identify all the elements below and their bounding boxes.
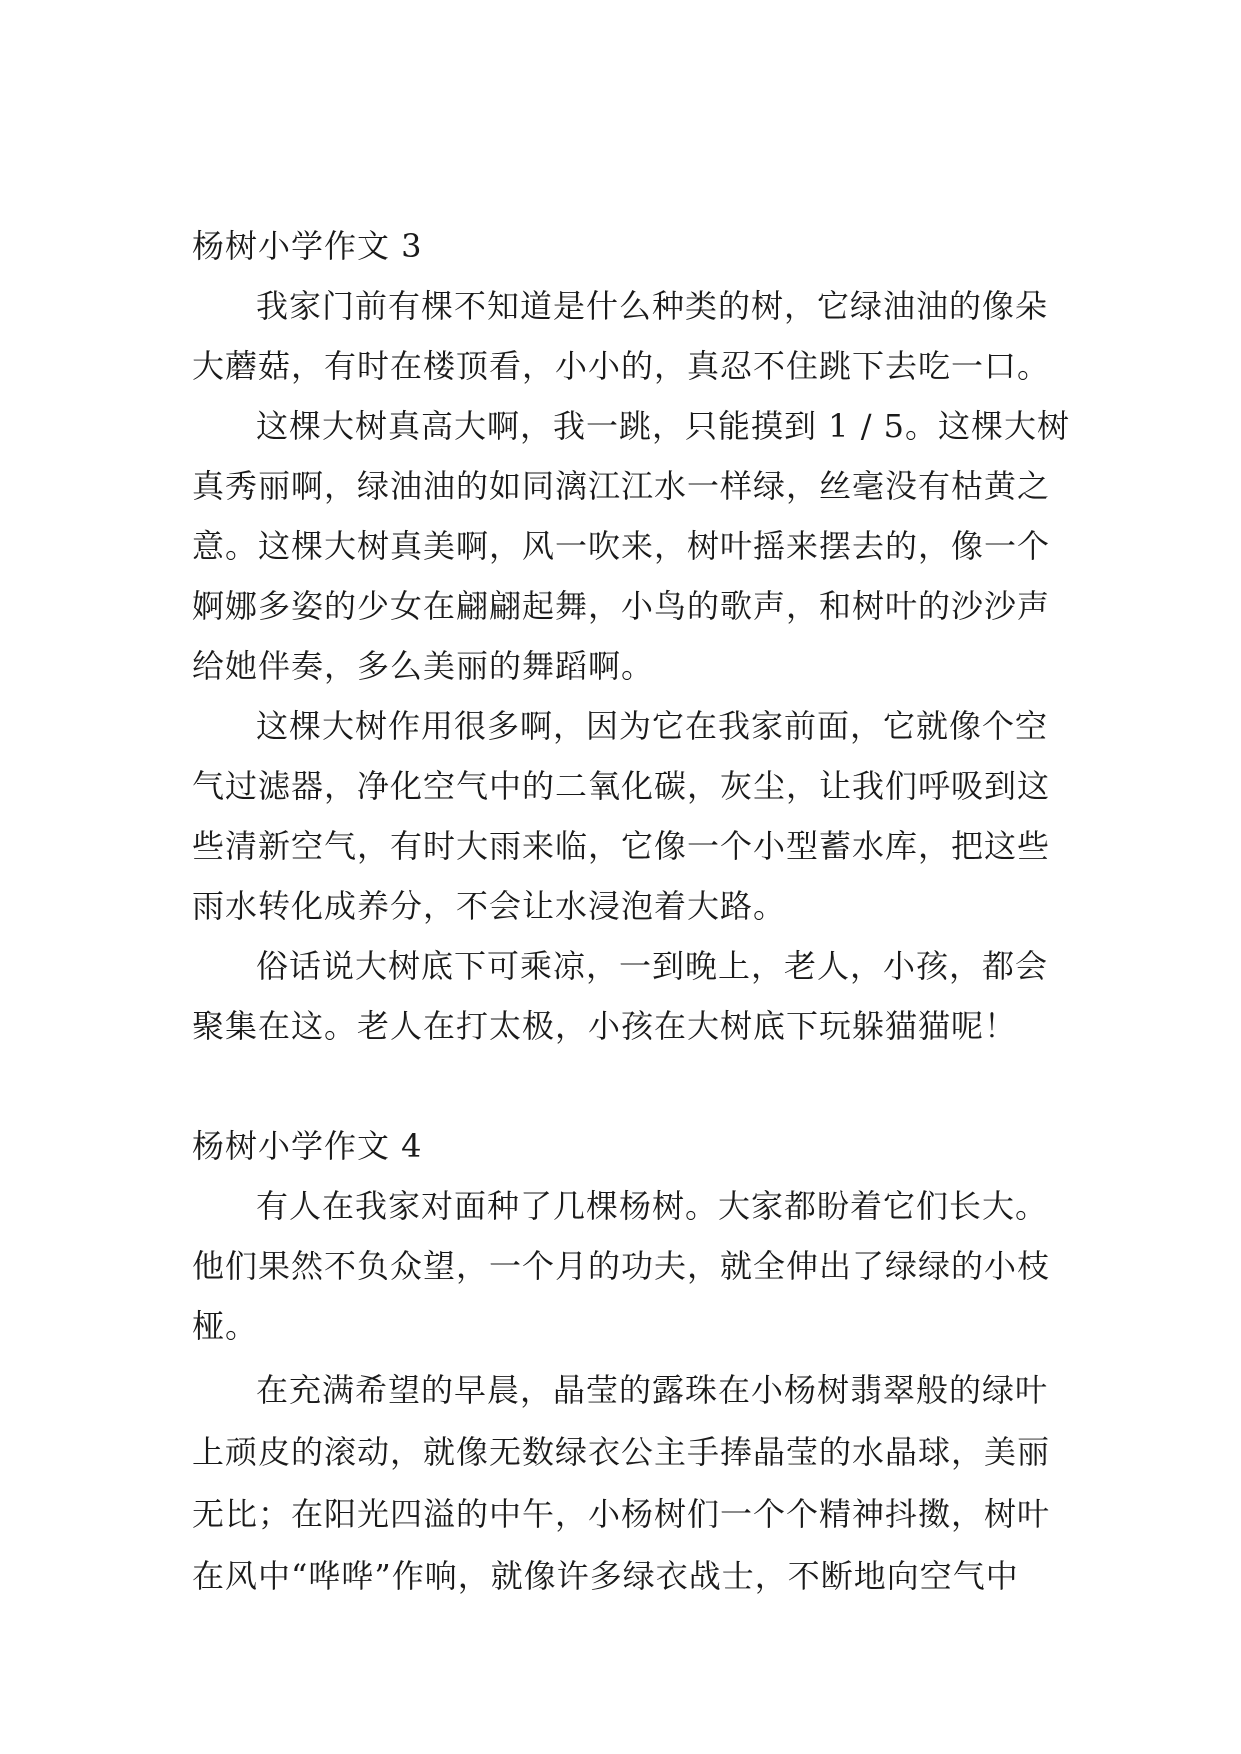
paragraph-line: 雨水转化成养分，不会让水浸泡着大路。 bbox=[192, 887, 787, 925]
paragraph-line: 些清新空气，有时大雨来临，它像一个小型蓄水库，把这些 bbox=[192, 827, 1051, 865]
paragraph-line: 在充满希望的早晨，晶莹的露珠在小杨树翡翠般的绿叶 bbox=[256, 1371, 1049, 1409]
paragraph-line: 意。这棵大树真美啊，风一吹来，树叶摇来摆去的，像一个 bbox=[192, 527, 1051, 565]
paragraph-line: 上顽皮的滚动，就像无数绿衣公主手捧晶莹的水晶球，美丽 bbox=[192, 1433, 1051, 1471]
paragraph-line: 我家门前有棵不知道是什么种类的树，它绿油油的像朵 bbox=[256, 287, 1049, 325]
paragraph-line: 无比；在阳光四溢的中午，小杨树们一个个精神抖擞，树叶 bbox=[192, 1495, 1051, 1533]
paragraph-line: 真秀丽啊，绿油油的如同漓江江水一样绿，丝毫没有枯黄之 bbox=[192, 467, 1051, 505]
paragraph-line: 婀娜多姿的少女在翩翩起舞，小鸟的歌声，和树叶的沙沙声 bbox=[192, 587, 1051, 625]
paragraph-line: 俗话说大树底下可乘凉，一到晚上，老人，小孩，都会 bbox=[256, 947, 1049, 985]
paragraph-line: 这棵大树真高大啊，我一跳，只能摸到 1 / 5。这棵大树 bbox=[256, 407, 1071, 445]
paragraph-line: 聚集在这。老人在打太极，小孩在大树底下玩躲猫猫呢！ bbox=[192, 1007, 1018, 1045]
paragraph-line: 大蘑菇，有时在楼顶看，小小的，真忍不住跳下去吃一口。 bbox=[192, 347, 1051, 385]
paragraph-line: 这棵大树作用很多啊，因为它在我家前面，它就像个空 bbox=[256, 707, 1049, 745]
paragraph-line: 气过滤器，净化空气中的二氧化碳，灰尘，让我们呼吸到这 bbox=[192, 767, 1051, 805]
section-title: 杨树小学作文 4 bbox=[192, 1127, 423, 1165]
paragraph-line: 桠。 bbox=[192, 1307, 259, 1345]
paragraph-line: 给她伴奏，多么美丽的舞蹈啊。 bbox=[192, 647, 655, 685]
section-title: 杨树小学作文 3 bbox=[192, 227, 423, 265]
paragraph-line: 他们果然不负众望，一个月的功夫，就全伸出了绿绿的小枝 bbox=[192, 1247, 1051, 1285]
paragraph-line: 在风中“哗哗”作响，就像许多绿衣战士，不断地向空气中 bbox=[192, 1557, 1019, 1595]
paragraph-line: 有人在我家对面种了几棵杨树。大家都盼着它们长大。 bbox=[256, 1187, 1049, 1225]
